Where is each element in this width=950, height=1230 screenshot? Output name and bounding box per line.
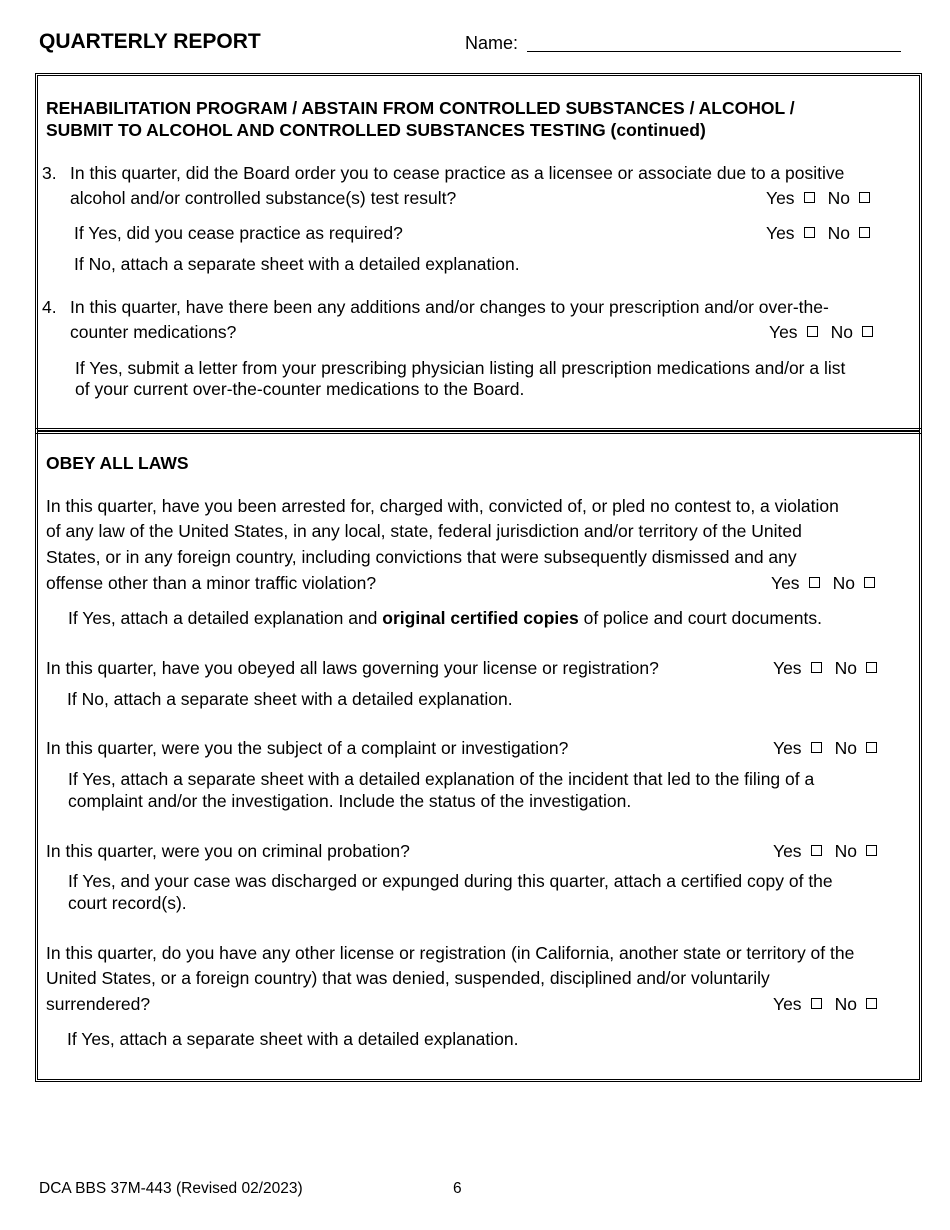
q4-no-checkbox[interactable] <box>862 326 873 337</box>
no-label: No <box>834 841 857 861</box>
obey-note: If No, attach a separate sheet with a detailed explanation. <box>67 689 513 709</box>
q3-followup: If Yes, did you cease practice as required? <box>74 223 403 243</box>
arrest-note-pre: If Yes, attach a detailed explanation and <box>68 608 383 628</box>
probation-yes-checkbox[interactable] <box>811 845 822 856</box>
no-label: No <box>834 994 857 1014</box>
complaint-q-line1: In this quarter, were you the subject of a complaint or investigation? <box>46 738 569 758</box>
complaint-note-line1: If Yes, attach a separate sheet with a detailed explanation of the incident that led to the filing of a <box>68 769 815 789</box>
no-label: No <box>834 738 857 758</box>
page-number: 6 <box>453 1180 462 1197</box>
yes-label: Yes <box>773 658 802 678</box>
q3-number: 3. <box>42 163 57 183</box>
q4-number: 4. <box>42 297 57 317</box>
complaint-yes-no <box>773 737 877 759</box>
arrest-q-line1: In this quarter, have you been arrested for, charged with, convicted of, or pled no contest to, a violation <box>46 496 839 516</box>
q3-text-line2: alcohol and/or controlled substance(s) test result? <box>70 188 457 208</box>
q3-text-line1: In this quarter, did the Board order you to cease practice as a licensee or associate due to a positive <box>70 163 845 183</box>
yes-label: Yes <box>773 994 802 1014</box>
obey-no-checkbox[interactable] <box>866 662 877 673</box>
q3-yes-checkbox[interactable] <box>804 192 815 203</box>
license-yes-no <box>773 993 877 1015</box>
complaint-note-line2: complaint and/or the investigation. Include the status of the investigation. <box>68 791 632 811</box>
q3-no-checkbox[interactable] <box>859 192 870 203</box>
name-input-line[interactable] <box>527 51 901 52</box>
section1-heading-line2: SUBMIT TO ALCOHOL AND CONTROLLED SUBSTANCES TESTING (continued) <box>46 120 706 140</box>
q3-followup-yes-no <box>766 222 870 244</box>
yes-label: Yes <box>773 841 802 861</box>
probation-yes-no <box>773 840 877 862</box>
section2-heading: OBEY ALL LAWS <box>46 453 189 473</box>
no-label: No <box>827 223 850 243</box>
q4-note-line2: of your current over-the-counter medications to the Board. <box>75 379 525 399</box>
yes-label: Yes <box>771 573 800 593</box>
license-yes-checkbox[interactable] <box>811 998 822 1009</box>
q3-followup-yes-checkbox[interactable] <box>804 227 815 238</box>
yes-label: Yes <box>766 223 795 243</box>
no-label: No <box>832 573 855 593</box>
complaint-no-checkbox[interactable] <box>866 742 877 753</box>
arrest-yes-checkbox[interactable] <box>809 577 820 588</box>
probation-q-line1: In this quarter, were you on criminal probation? <box>46 841 410 861</box>
q3-yes-no <box>766 187 870 209</box>
q4-yes-no <box>769 321 873 343</box>
q4-text-line1: In this quarter, have there been any additions and/or changes to your prescription and/or over-the- <box>70 297 829 317</box>
q4-yes-checkbox[interactable] <box>807 326 818 337</box>
arrest-q-line3: States, or in any foreign country, including convictions that were subsequently dismissed and any <box>46 547 797 567</box>
no-label: No <box>827 188 850 208</box>
no-label: No <box>830 322 853 342</box>
section1-heading-line1: REHABILITATION PROGRAM / ABSTAIN FROM CONTROLLED SUBSTANCES / ALCOHOL / <box>46 98 795 118</box>
arrest-no-checkbox[interactable] <box>864 577 875 588</box>
license-q-line2: United States, or a foreign country) that was denied, suspended, disciplined and/or voluntarily <box>46 968 770 988</box>
arrest-note <box>68 607 822 629</box>
yes-label: Yes <box>766 188 795 208</box>
license-q-line1: In this quarter, do you have any other license or registration (in California, another state or territory of the <box>46 943 855 963</box>
obey-q-line1: In this quarter, have you obeyed all laws governing your license or registration? <box>46 658 659 678</box>
license-no-checkbox[interactable] <box>866 998 877 1009</box>
q3-note: If No, attach a separate sheet with a detailed explanation. <box>74 254 520 274</box>
yes-label: Yes <box>773 738 802 758</box>
q4-note-line1: If Yes, submit a letter from your prescribing physician listing all prescription medications and/or a list <box>75 358 846 378</box>
probation-note-line1: If Yes, and your case was discharged or expunged during this quarter, attach a certified copy of the <box>68 871 833 891</box>
arrest-q-line4: offense other than a minor traffic violation? <box>46 573 377 593</box>
probation-no-checkbox[interactable] <box>866 845 877 856</box>
probation-note-line2: court record(s). <box>68 893 187 913</box>
form-id: DCA BBS 37M-443 (Revised 02/2023) <box>39 1180 303 1197</box>
name-label: Name: <box>465 33 519 53</box>
license-note: If Yes, attach a separate sheet with a detailed explanation. <box>67 1029 519 1049</box>
obey-yes-no <box>773 657 877 679</box>
page-title: QUARTERLY REPORT <box>39 30 261 53</box>
q4-text-line2: counter medications? <box>70 322 237 342</box>
no-label: No <box>834 658 857 678</box>
q3-followup-no-checkbox[interactable] <box>859 227 870 238</box>
license-q-line3: surrendered? <box>46 994 151 1014</box>
arrest-yes-no <box>771 572 875 594</box>
complaint-yes-checkbox[interactable] <box>811 742 822 753</box>
yes-label: Yes <box>769 322 798 342</box>
obey-yes-checkbox[interactable] <box>811 662 822 673</box>
arrest-note-bold: original certified copies <box>382 608 579 628</box>
arrest-q-line2: of any law of the United States, in any local, state, federal jurisdiction and/or territory of the United <box>46 521 802 541</box>
arrest-note-post: of police and court documents. <box>578 608 822 628</box>
